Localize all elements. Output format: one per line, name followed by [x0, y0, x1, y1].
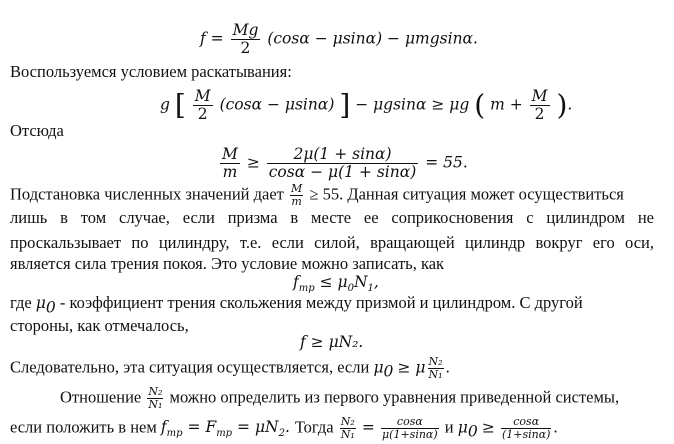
para4-l2-frac2-den: μ(1+sinα): [382, 428, 438, 441]
para1-l1-fraction: [290, 183, 303, 208]
equation-1: [200, 22, 478, 57]
eq1-rest: (cosα − μsinα) − μmgsinα.: [267, 29, 478, 48]
eq2-frac2-den: 2: [534, 105, 545, 123]
para4-l2-frac1-den: N₁: [340, 428, 355, 441]
para2-mu: μ: [35, 294, 46, 312]
eq1-frac-den: 2: [240, 39, 251, 57]
eq2-fraction-2: [530, 88, 550, 123]
eq2-mid: (cosα − μsinα): [219, 95, 335, 114]
para4-l2-mu0: μ: [457, 418, 468, 437]
eq2-frac2-num: M: [531, 87, 548, 105]
para3-ge: ≥ μ: [397, 358, 426, 377]
eq2-post: − μgsinα ≥ μg: [355, 95, 470, 114]
para4-l2-fraction-1: [340, 416, 356, 441]
para3-frac-den: N₁: [428, 368, 443, 381]
para4-l2-dot: .: [284, 418, 290, 437]
para3-frac-num: N₂: [428, 355, 443, 368]
para2-l1-start: где: [10, 293, 32, 312]
eq2-close-paren: ): [556, 88, 568, 122]
para4-l2-frac3-den: (1+sinα): [501, 428, 551, 441]
eq4-n: N: [353, 273, 368, 291]
para1-line-2: лишь в том случае, если призма в месте ее соприкосновения с цилиндром не: [10, 208, 654, 227]
para4-line-1: [60, 386, 619, 411]
equation-2: [160, 88, 572, 123]
eq3-rhs-num: 2μ(1 + sinα): [267, 146, 419, 164]
eq2-m-plus: m +: [490, 95, 523, 114]
para4-l2-F-sub: тр: [216, 428, 233, 440]
para3-end: .: [445, 357, 450, 377]
para4-l1-start: Отношение: [60, 387, 142, 407]
text-line-2: Отсюда: [10, 121, 64, 140]
para3-line: [10, 356, 450, 382]
para1-l1-start: Подстановка численных значений дает: [10, 184, 284, 204]
para4-l2-eqsign: =: [361, 418, 375, 437]
para4-l2-frac3-num: cosα: [501, 416, 551, 429]
text-line-1: Воспользуемся условием раскатывания:: [10, 62, 292, 81]
eq2-open-paren: (: [474, 88, 486, 122]
eq4-end: ,: [373, 273, 379, 291]
eq4-mu-sub: 0: [347, 283, 354, 295]
eq2-pre: g: [160, 95, 170, 114]
eq3-ge: ≥: [246, 153, 260, 172]
para3-mu0-sub: 0: [383, 362, 394, 381]
para4-l2-start: если положить в нем: [10, 417, 157, 437]
para1-line-3: проскальзывает по цилиндру, т.е. если силой, вращающей цилиндр вокруг его оси,: [10, 233, 654, 252]
para4-l2-fraction-2: [381, 416, 439, 441]
para1-l1-frac-den: m: [291, 195, 302, 208]
eq2-frac-num: M: [194, 87, 211, 105]
eq4-rest: ≤ μ: [319, 273, 348, 291]
eq3-lhs-fraction: [220, 146, 240, 181]
eq3-result: = 55.: [425, 153, 468, 172]
equation-5: f ≥ μN₂.: [300, 333, 364, 351]
eq2-fraction: [193, 88, 213, 123]
para1-l1-frac-num: M: [291, 182, 303, 195]
equation-3: [218, 146, 468, 181]
eq2-close-bracket: ]: [339, 88, 351, 122]
para4-l2-f: f: [160, 418, 167, 437]
eq4-f-sub: тр: [298, 283, 315, 295]
para4-l2-frac2-num: cosα: [381, 416, 439, 429]
para4-l2-mu0-sub: 0: [467, 422, 478, 441]
para1-line-4: является сила трения покоя. Это условие можно записать, как: [10, 254, 445, 273]
para4-l1-frac-num: N₂: [148, 385, 163, 398]
para1-line-1: [10, 183, 654, 208]
para4-l2-ge: ≥: [481, 418, 495, 437]
para4-l1-fraction: [147, 386, 163, 411]
eq3-lhs-num: M: [222, 145, 238, 163]
para2-line-2: стороны, как отмечалось,: [10, 316, 189, 335]
para1-l1-rest: ≥ 55. Данная ситуация может осуществиться: [309, 184, 624, 204]
para4-l1-rest: можно определить из первого уравнения приведенной системы,: [169, 387, 620, 407]
eq3-rhs-fraction: [267, 146, 419, 181]
eq1-lhs: f =: [200, 29, 224, 48]
para4-l2-and: и: [444, 417, 454, 437]
eq1-fraction: [231, 22, 261, 57]
para4-l2-n-sub: 2: [278, 428, 285, 440]
eq4-f: f: [293, 273, 299, 291]
eq2-end: .: [567, 95, 573, 114]
eq2-frac-den: 2: [197, 105, 208, 123]
para2-mu-sub: 0: [45, 298, 56, 317]
eq3-rhs-den: cosα − μ(1 + sinα): [268, 163, 417, 181]
para4-l2-equation: [160, 418, 295, 440]
eq4-n-sub: 1: [367, 283, 374, 295]
para2-line-1: [10, 293, 654, 317]
para3-mu0: μ: [373, 358, 384, 377]
para4-l2-F: F: [205, 418, 217, 437]
para2-l1-rest: - коэффициент трения скольжения между призмой и цилиндром. С другой: [59, 293, 583, 312]
eq1-frac-num: Mg: [232, 21, 259, 39]
eq2-open-bracket: [: [174, 88, 186, 122]
eq3-lhs-den: m: [222, 163, 238, 181]
para4-l2-f-sub: тр: [166, 428, 183, 440]
para4-l2-eq2: = μN: [237, 418, 279, 437]
para4-l2-eq1: =: [187, 418, 201, 437]
para4-l1-frac-den: N₁: [148, 398, 163, 411]
para3-fraction: [428, 356, 444, 381]
para4-l2-end: .: [553, 417, 558, 437]
para4-l2-fraction-3: [501, 416, 551, 441]
para3-start: Следовательно, эта ситуация осуществляется, если: [10, 357, 370, 377]
para4-l2-then: Тогда: [294, 417, 334, 437]
para4-line-2: [10, 416, 558, 444]
para4-l2-frac1-num: N₂: [340, 415, 355, 428]
